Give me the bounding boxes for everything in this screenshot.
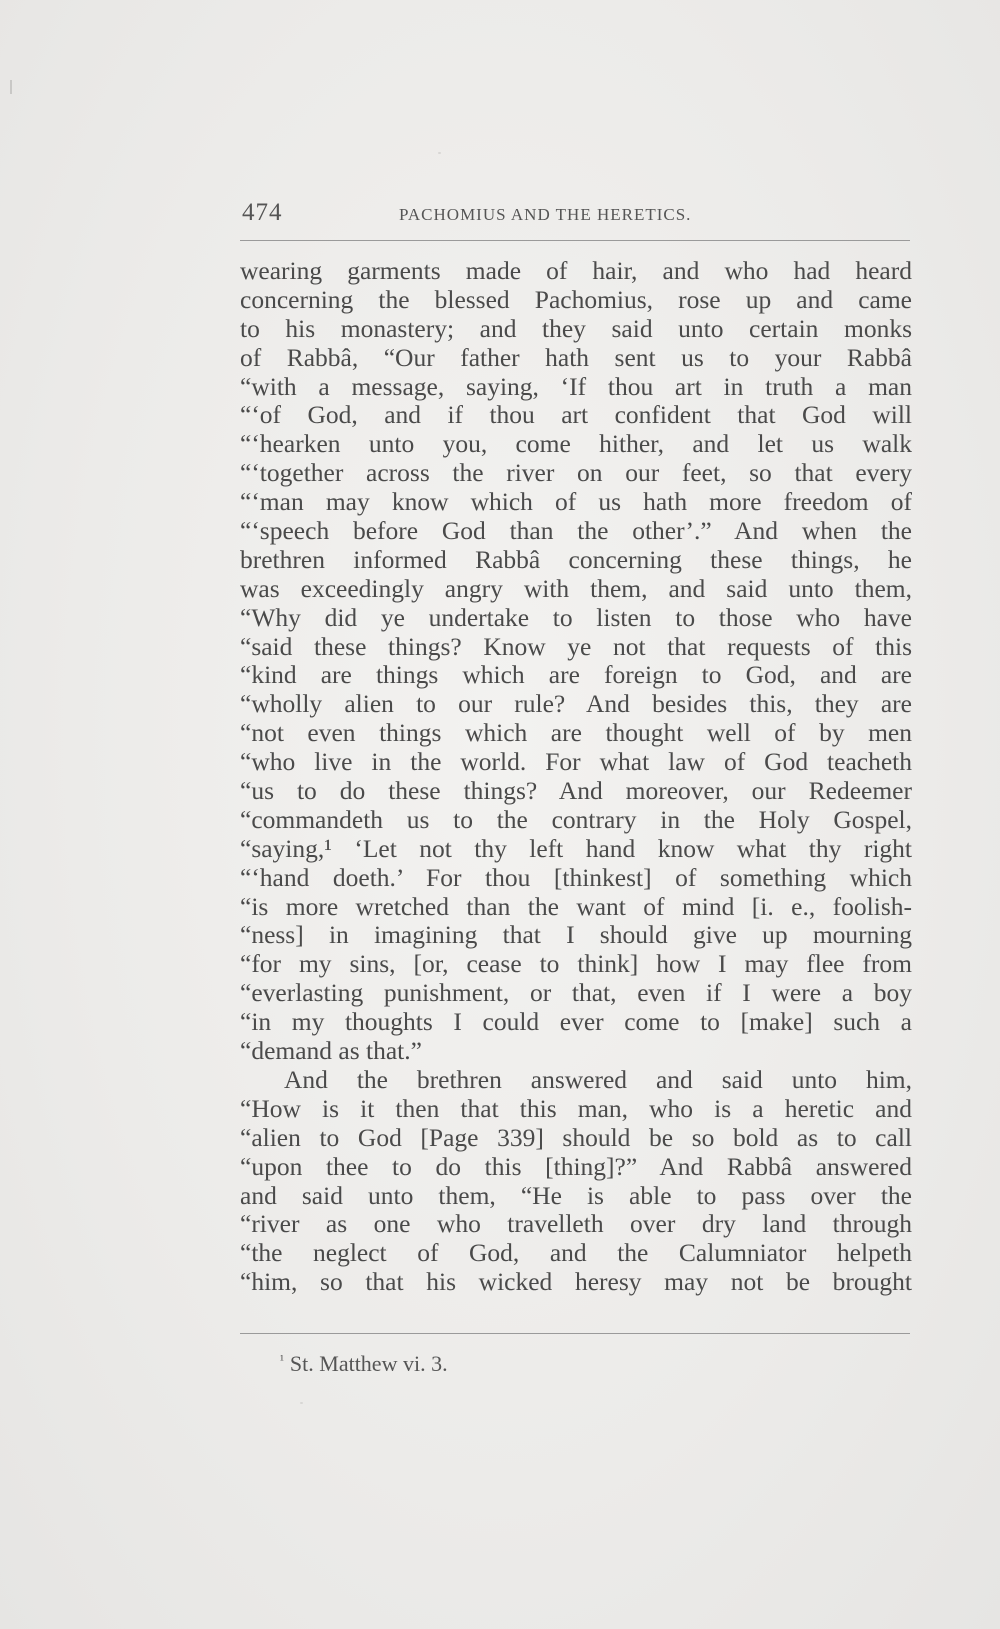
running-title: PACHOMIUS AND THE HERETICS.	[399, 205, 692, 224]
footnote-rule	[240, 1333, 910, 1334]
text-line: “Why did ye undertake to listen to those who have	[240, 602, 912, 632]
text-line: “saying,¹ ‘Let not thy left hand know what thy right	[240, 833, 912, 863]
text-line: “‘speech before God than the other’.” And when the	[240, 516, 912, 546]
text-line: “‘hearken unto you, come hither, and let us walk	[240, 429, 912, 459]
text-line: “commandeth us to the contrary in the Holy Gospel,	[240, 804, 912, 834]
footnote	[280, 1351, 448, 1377]
text-line: “ness] in imagining that I should give up mourning	[240, 920, 912, 950]
text-line: “‘hand doeth.’ For thou [thinkest] of something which	[240, 862, 912, 892]
text-line: “river as one who travelleth over dry land through	[240, 1209, 912, 1239]
margin-mark	[10, 80, 12, 94]
text-line: was exceedingly angry with them, and said unto them,	[240, 573, 912, 603]
footnote-text: St. Matthew vi. 3.	[289, 1351, 448, 1376]
footnote-marker: ¹	[280, 1352, 284, 1367]
text-line: “kind are things which are foreign to God, and are	[240, 660, 912, 690]
text-line: “for my sins, [or, cease to think] how I may flee from	[240, 949, 912, 979]
text-line: “said these things? Know ye not that requests of this	[240, 631, 912, 661]
text-line: “‘together across the river on our feet, so that every	[240, 458, 912, 488]
text-line: And the brethren answered and said unto him,	[284, 1064, 912, 1094]
text-line: “alien to God [Page 339] should be so bold as to call	[240, 1122, 912, 1152]
text-line: “wholly alien to our rule? And besides this, they are	[240, 689, 912, 719]
body-text	[240, 257, 912, 1297]
text-line: to his monastery; and they said unto certain monks	[240, 313, 912, 343]
header-rule	[240, 240, 910, 241]
text-line: “‘of God, and if thou art confident that God will	[240, 400, 912, 430]
text-line: “the neglect of God, and the Calumniator helpeth	[240, 1238, 912, 1268]
text-line: “with a message, saying, ‘If thou art in truth a man	[240, 371, 912, 401]
page-number: 474	[242, 199, 283, 226]
text-line: “in my thoughts I could ever come to [make] such a	[240, 1007, 912, 1037]
running-head	[242, 199, 910, 229]
paper-speck	[438, 152, 441, 154]
paper-speck	[300, 1402, 303, 1404]
text-line: “is more wretched than the want of mind [i. e., foolish-	[240, 891, 912, 921]
text-line: “‘man may know which of us hath more freedom of	[240, 487, 912, 517]
text-line: brethren informed Rabbâ concerning these things, he	[240, 544, 912, 574]
text-line: concerning the blessed Pachomius, rose up and came	[240, 284, 912, 314]
text-line: “upon thee to do this [thing]?” And Rabbâ answered	[240, 1151, 912, 1181]
text-line: “everlasting punishment, or that, even if I were a boy	[240, 978, 912, 1008]
text-line: and said unto them, “He is able to pass over the	[240, 1180, 912, 1210]
text-line: wearing garments made of hair, and who had heard	[240, 256, 912, 285]
text-line: “not even things which are thought well of by men	[240, 718, 912, 748]
text-line: “demand as that.”	[240, 1036, 422, 1066]
text-line: of Rabbâ, “Our father hath sent us to your Rabbâ	[240, 342, 912, 372]
text-line: “How is it then that this man, who is a heretic and	[240, 1093, 912, 1123]
text-line: “us to do these things? And moreover, our Redeemer	[240, 776, 912, 806]
text-line: “him, so that his wicked heresy may not be brought	[240, 1267, 912, 1297]
text-line: “who live in the world. For what law of God teacheth	[240, 747, 912, 777]
